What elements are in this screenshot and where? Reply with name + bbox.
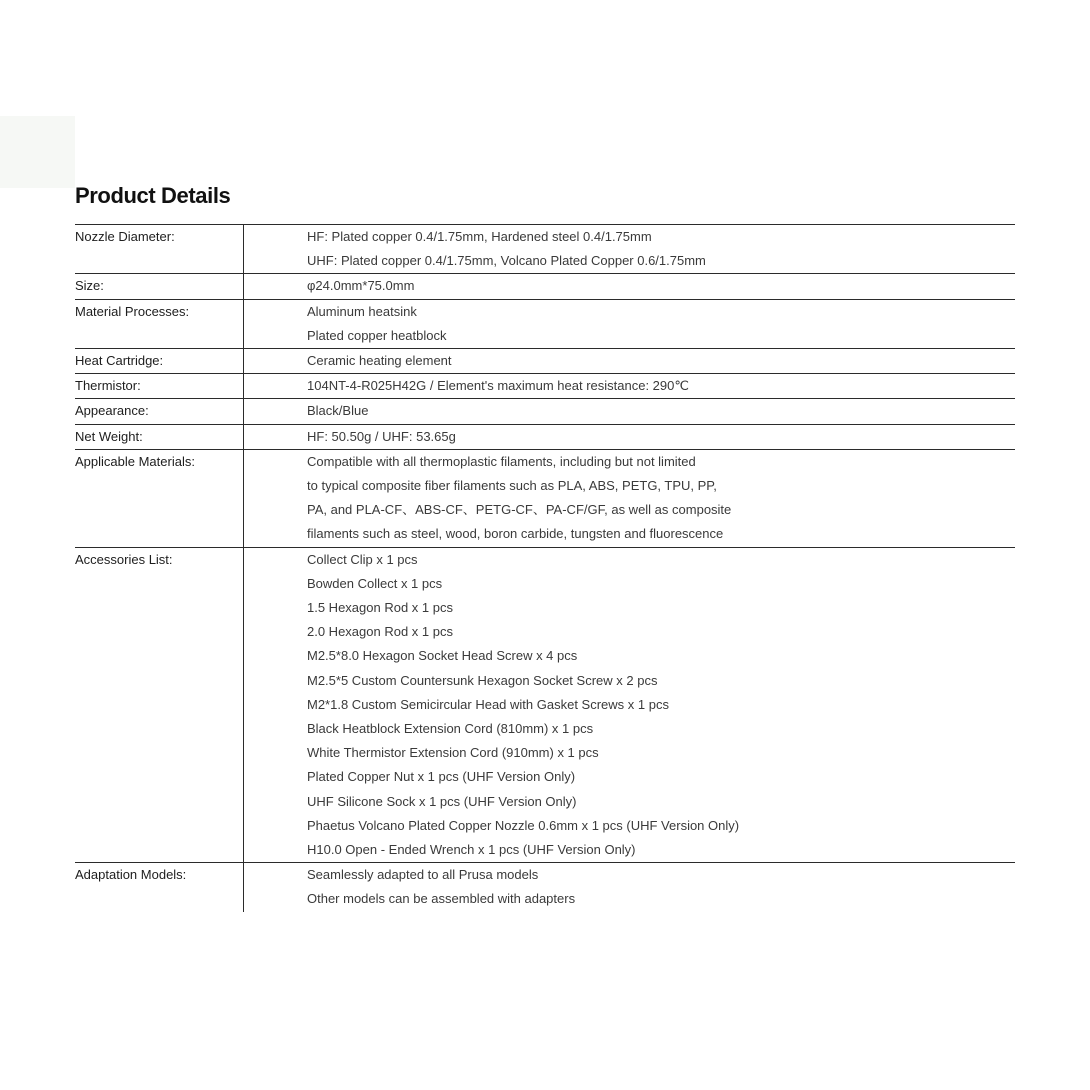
spec-value: 104NT-4-R025H42G / Element's maximum heat resistance: 290℃: [307, 378, 689, 394]
spec-row: [75, 225, 1015, 274]
spec-value: Black/Blue: [307, 403, 369, 419]
spec-label: Applicable Materials:: [75, 450, 244, 547]
spec-value: φ24.0mm*75.0mm: [307, 278, 415, 294]
spec-row: [75, 548, 1015, 864]
spec-row: [75, 450, 1015, 548]
spec-values: [244, 349, 1015, 373]
spec-value: M2.5*8.0 Hexagon Socket Head Screw x 4 pcs: [307, 648, 578, 664]
spec-value: to typical composite fiber filaments such as PLA, ABS, PETG, TPU, PP,: [307, 478, 717, 494]
spec-value: Phaetus Volcano Plated Copper Nozzle 0.6mm x 1 pcs (UHF Version Only): [307, 817, 740, 833]
spec-label: Accessories List:: [75, 548, 244, 863]
spec-value: filaments such as steel, wood, boron carbide, tungsten and fluorescence: [307, 526, 724, 542]
spec-values: [244, 425, 1015, 449]
spec-label: Appearance:: [75, 399, 244, 423]
spec-row: [75, 863, 1015, 911]
spec-values: [244, 399, 1015, 423]
spec-value: White Thermistor Extension Cord (910mm) x 1 pcs: [307, 745, 599, 761]
spec-values: [244, 863, 1015, 911]
spec-label: Net Weight:: [75, 425, 244, 449]
spec-value: UHF Silicone Sock x 1 pcs (UHF Version Only): [307, 793, 577, 809]
corner-accent-block: [0, 116, 75, 188]
spec-value: Seamlessly adapted to all Prusa models: [307, 867, 539, 883]
spec-value: Compatible with all thermoplastic filaments, including but not limited: [307, 453, 696, 469]
spec-value: M2.5*5 Custom Countersunk Hexagon Socket Screw x 2 pcs: [307, 672, 658, 688]
spec-value: HF: 50.50g / UHF: 53.65g: [307, 428, 456, 444]
spec-values: [244, 548, 1015, 863]
page-title: Product Details: [75, 183, 231, 208]
spec-value: Collect Clip x 1 pcs: [307, 551, 418, 567]
spec-table: [75, 224, 1015, 912]
spec-value: HF: Plated copper 0.4/1.75mm, Hardened steel 0.4/1.75mm: [307, 229, 652, 244]
spec-values: [244, 274, 1015, 298]
spec-row: [75, 274, 1015, 299]
spec-label: Nozzle Diameter:: [75, 225, 244, 273]
spec-value: M2*1.8 Custom Semicircular Head with Gasket Screws x 1 pcs: [307, 696, 669, 712]
spec-label: Thermistor:: [75, 374, 244, 398]
spec-value: Bowden Collect x 1 pcs: [307, 575, 443, 591]
spec-label: Heat Cartridge:: [75, 349, 244, 373]
spec-value: UHF: Plated copper 0.4/1.75mm, Volcano Plated Copper 0.6/1.75mm: [307, 253, 706, 269]
spec-row: [75, 300, 1015, 349]
spec-value: PA, and PLA-CF、ABS-CF、PETG-CF、PA-CF/GF, as well as composite: [307, 502, 732, 518]
spec-label: Size:: [75, 274, 244, 298]
spec-values: [244, 450, 1015, 547]
spec-values: [244, 300, 1015, 348]
spec-values: [244, 225, 1015, 273]
spec-label: Material Processes:: [75, 300, 244, 348]
spec-label: Adaptation Models:: [75, 863, 244, 911]
spec-value: Other models can be assembled with adapters: [307, 891, 576, 907]
spec-value: 1.5 Hexagon Rod x 1 pcs: [307, 600, 453, 616]
spec-value: Ceramic heating element: [307, 353, 452, 369]
spec-value: Aluminum heatsink: [307, 303, 417, 319]
spec-row: [75, 374, 1015, 399]
spec-row: [75, 399, 1015, 424]
spec-value: H10.0 Open - Ended Wrench x 1 pcs (UHF Version Only): [307, 842, 636, 858]
spec-row: [75, 349, 1015, 374]
spec-value: Plated copper heatblock: [307, 327, 447, 343]
spec-value: 2.0 Hexagon Rod x 1 pcs: [307, 624, 453, 640]
spec-values: [244, 374, 1015, 398]
spec-row: [75, 425, 1015, 450]
spec-value: Black Heatblock Extension Cord (810mm) x 1 pcs: [307, 721, 594, 737]
spec-value: Plated Copper Nut x 1 pcs (UHF Version Only): [307, 769, 576, 785]
